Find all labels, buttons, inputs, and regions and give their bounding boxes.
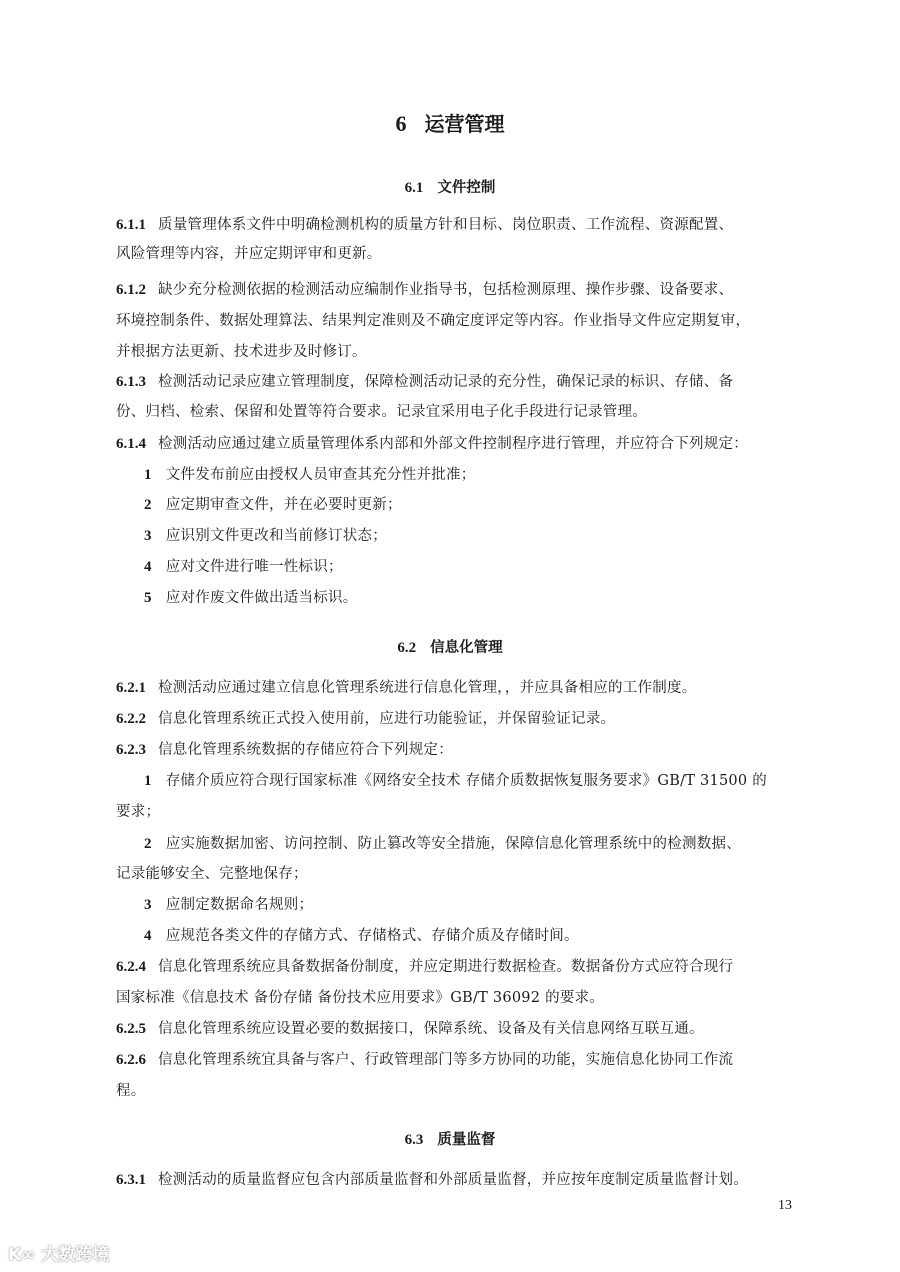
- section-name: 文件控制: [437, 180, 496, 196]
- clause-text: 质量管理体系文件中明确检测机构的质量方针和目标、岗位职责、工作流程、资源配置、: [158, 217, 734, 233]
- clause-number: 6.1.1: [116, 217, 146, 233]
- clause-number: 6.2.4: [116, 959, 146, 975]
- item-number: 3: [144, 897, 152, 913]
- clause-6-2-2: [116, 707, 615, 728]
- clause-text: 缺少充分检测依据的检测活动应编制作业指导书，包括检测原理、操作步骤、设备要求、: [158, 282, 734, 298]
- chapter-number: 6: [395, 111, 407, 136]
- clause-text: 环境控制条件、数据处理算法、结果判定准则及不确定度评定等内容。作业指导文件应定期复审，: [116, 313, 751, 329]
- clause-number: 6.2.2: [116, 711, 146, 727]
- section-title-6-1: [0, 176, 900, 197]
- list-item: [144, 493, 402, 514]
- item-text: 存储介质应符合现行国家标准《网络安全技术 存储介质数据恢复服务要求》GB/T 31500 的: [165, 773, 767, 789]
- item-text: 记录能够安全、完整地保存；: [116, 866, 308, 882]
- watermark-text: 大数跨境: [41, 1245, 110, 1265]
- clause-number: 6.2.6: [116, 1052, 146, 1068]
- clause-text: 信息化管理系统宜具备与客户、行政管理部门等多方协同的功能，实施信息化协同工作流: [158, 1052, 734, 1068]
- clause-number: 6.2.1: [116, 680, 146, 696]
- item-number: 3: [144, 528, 152, 544]
- clause-6-1-3: [116, 370, 733, 391]
- item-text: 应制定数据命名规则；: [165, 897, 314, 913]
- clause-6-2-3: [116, 738, 453, 759]
- item-number: 4: [144, 928, 152, 944]
- item-number: 5: [144, 590, 152, 606]
- list-item: [144, 769, 767, 790]
- section-number: 6.1: [404, 180, 424, 196]
- item-text: 应规范各类文件的存储方式、存储格式、存储介质及存储时间。: [165, 928, 579, 944]
- clause-number: 6.1.3: [116, 374, 146, 390]
- clause-6-1-3-cont: [116, 400, 647, 421]
- item-number: 4: [144, 559, 152, 575]
- brand-logo-icon: K∞: [8, 1245, 36, 1265]
- item-text: 文件发布前应由授权人员审查其充分性并批准；: [165, 467, 476, 483]
- list-item: [144, 832, 741, 853]
- clause-text: 信息化管理系统数据的存储应符合下列规定：: [158, 742, 453, 758]
- list-item-cont: [116, 800, 160, 821]
- item-text: 应实施数据加密、访问控制、防止篡改等安全措施，保障信息化管理系统中的检测数据、: [165, 836, 741, 852]
- clause-6-1-2-cont: [116, 309, 750, 330]
- section-title-6-3: [0, 1128, 900, 1149]
- clause-text: 国家标准《信息技术 备份存储 备份技术应用要求》GB/T 36092 的要求。: [116, 990, 605, 1006]
- clause-number: 6.2.5: [116, 1021, 146, 1037]
- clause-6-1-4: [116, 432, 748, 453]
- list-item: [144, 586, 358, 607]
- clause-6-2-4-cont: [116, 986, 604, 1007]
- clause-text: 信息化管理系统正式投入使用前，应进行功能验证，并保留验证记录。: [158, 711, 616, 727]
- clause-6-2-6-cont: [116, 1079, 146, 1100]
- chapter-name: 运营管理: [424, 112, 505, 136]
- clause-number: 6.3.1: [116, 1172, 146, 1188]
- list-item-cont: [116, 862, 308, 883]
- item-text: 应识别文件更改和当前修订状态；: [165, 528, 387, 544]
- clause-text: 信息化管理系统应具备数据备份制度，并应定期进行数据检查。数据备份方式应符合现行: [158, 959, 734, 975]
- section-title-6-2: [0, 636, 900, 657]
- section-name: 质量监督: [437, 1132, 496, 1148]
- clause-6-1-1: [116, 213, 733, 234]
- clause-text: 份、归档、检索、保留和处置等符合要求。记录宜采用电子化手段进行记录管理。: [116, 404, 647, 420]
- item-number: 2: [144, 836, 152, 852]
- clause-6-3-1: [116, 1168, 748, 1189]
- clause-text: 信息化管理系统应设置必要的数据接口，保障系统、设备及有关信息网络互联互通。: [158, 1021, 704, 1037]
- list-item: [144, 463, 476, 484]
- list-item: [144, 555, 343, 576]
- clause-6-1-2: [116, 278, 733, 299]
- section-number: 6.2: [397, 640, 417, 656]
- clause-6-2-1: [116, 676, 697, 697]
- item-number: 1: [144, 467, 152, 483]
- clause-6-1-1-cont: [116, 242, 382, 263]
- clause-text: 并根据方法更新、技术进步及时修订。: [116, 344, 367, 360]
- clause-text: 风险管理等内容，并应定期评审和更新。: [116, 246, 382, 262]
- clause-text: 检测活动应通过建立质量管理体系内部和外部文件控制程序进行管理，并应符合下列规定：: [158, 436, 748, 452]
- clause-text: 检测活动记录应建立管理制度，保障检测活动记录的充分性，确保记录的标识、存储、备: [158, 374, 734, 390]
- item-text: 应对作废文件做出适当标识。: [165, 590, 358, 606]
- clause-6-2-4: [116, 955, 733, 976]
- list-item: [144, 524, 387, 545]
- item-number: 1: [144, 773, 152, 789]
- watermark: [8, 1240, 109, 1265]
- page-number: 13: [778, 1198, 792, 1213]
- item-number: 2: [144, 497, 152, 513]
- clause-text: 检测活动应通过建立信息化管理系统进行信息化管理，，并应具备相应的工作制度。: [158, 680, 697, 696]
- chapter-title: [0, 108, 900, 137]
- item-text: 应对文件进行唯一性标识；: [165, 559, 343, 575]
- clause-6-2-6: [116, 1048, 733, 1069]
- section-number: 6.3: [404, 1132, 424, 1148]
- clause-6-2-5: [116, 1017, 704, 1038]
- list-item: [144, 893, 313, 914]
- item-text: 要求；: [116, 804, 161, 820]
- section-name: 信息化管理: [430, 640, 503, 656]
- clause-text: 检测活动的质量监督应包含内部质量监督和外部质量监督，并应按年度制定质量监督计划。: [158, 1172, 748, 1188]
- clause-number: 6.2.3: [116, 742, 146, 758]
- clause-6-1-2-cont: [116, 340, 367, 361]
- clause-number: 6.1.4: [116, 436, 146, 452]
- list-item: [144, 924, 579, 945]
- clause-number: 6.1.2: [116, 282, 146, 298]
- clause-text: 程。: [116, 1083, 146, 1099]
- item-text: 应定期审查文件，并在必要时更新；: [165, 497, 402, 513]
